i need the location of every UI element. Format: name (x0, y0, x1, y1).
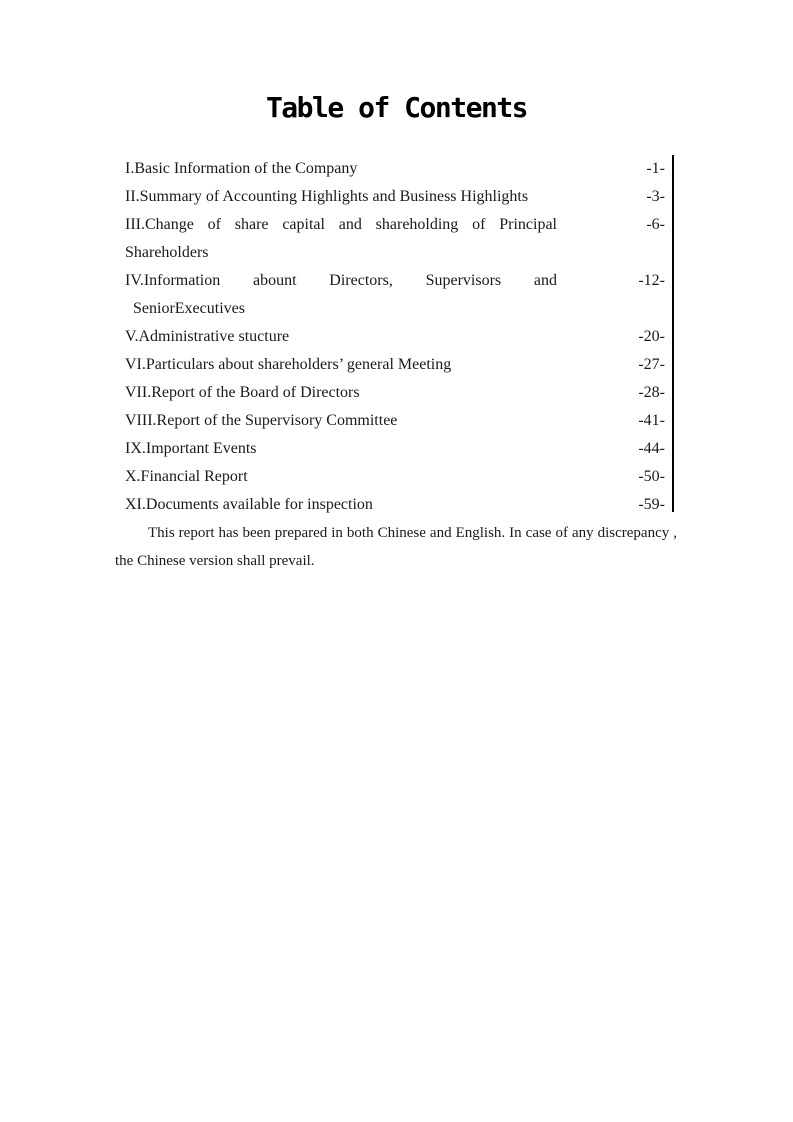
page-title: Table of Contents (265, 91, 528, 124)
toc-row-continuation (125, 295, 665, 323)
toc-row (125, 155, 665, 183)
toc-entry-text: XI.Documents available for inspection (125, 496, 373, 513)
toc-page-number: -3- (646, 188, 665, 205)
toc-row (125, 463, 665, 491)
footer-note: This report has been prepared in both Chinese and English. In case of any discrepancy , the Chinese version shall prevail. (115, 525, 677, 569)
toc-entry-text: IV.Information abount Directors, Supervisors and (125, 272, 557, 289)
toc-row (125, 407, 665, 435)
toc-page-number: -59- (638, 496, 665, 513)
toc-entry-text: IX.Important Events (125, 440, 257, 457)
toc-row-continuation (125, 239, 665, 267)
toc-entry-text: X.Financial Report (125, 468, 248, 485)
toc-page-number: -44- (638, 440, 665, 457)
toc-page-number: -50- (638, 468, 665, 485)
toc-row (125, 435, 665, 463)
toc-entry-text: Shareholders (125, 244, 209, 261)
toc-row (125, 183, 665, 211)
toc-row (125, 351, 665, 379)
toc-page-number: -28- (638, 384, 665, 401)
toc-row (125, 491, 665, 519)
toc-row (125, 323, 665, 351)
toc-entry-text: VI.Particulars about shareholders’ general Meeting (125, 356, 452, 373)
toc-entry-text: VII.Report of the Board of Directors (125, 384, 360, 401)
toc-page-number: -41- (638, 412, 665, 429)
toc-entry-text: III.Change of share capital and shareholding of Principal (125, 216, 557, 233)
toc-page-number: -6- (646, 216, 665, 233)
toc-page-number: -12- (638, 272, 665, 289)
toc-divider-line (672, 155, 674, 512)
toc-entry-text: SeniorExecutives (133, 300, 245, 317)
toc-entry-text: I.Basic Information of the Company (125, 160, 358, 177)
toc-row (125, 379, 665, 407)
toc-page-number: -20- (638, 328, 665, 345)
toc-entry-text: V.Administrative stucture (125, 328, 290, 345)
table-of-contents (125, 155, 665, 519)
toc-row (125, 267, 665, 295)
toc-row (125, 211, 665, 239)
toc-entry-text: VIII.Report of the Supervisory Committee (125, 412, 398, 429)
toc-entry-text: II.Summary of Accounting Highlights and Business Highlights (125, 188, 529, 205)
toc-page-number: -1- (646, 160, 665, 177)
toc-page-number: -27- (638, 356, 665, 373)
